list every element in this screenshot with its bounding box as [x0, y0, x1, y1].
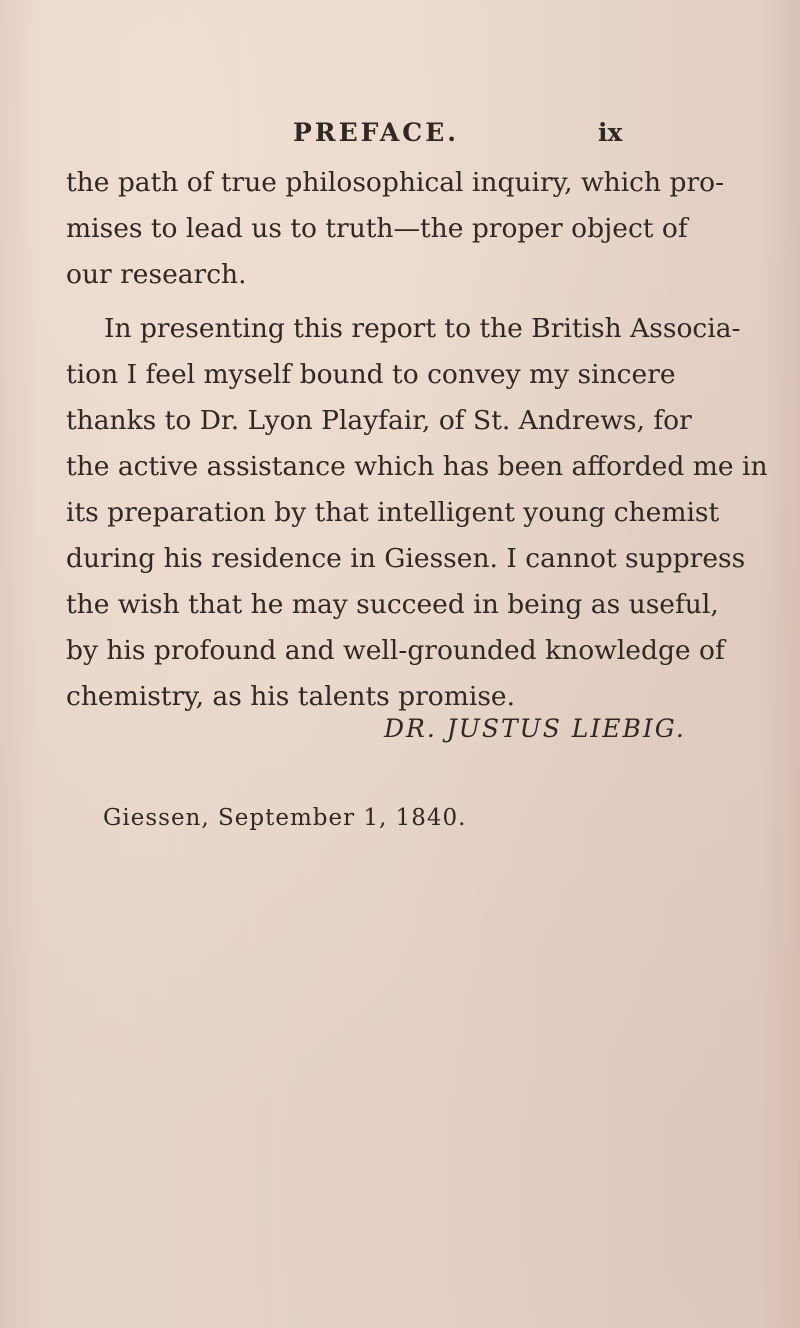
- running-head: [0, 118, 800, 158]
- text-line: our research.: [66, 259, 247, 290]
- paragraph-2: [66, 306, 768, 720]
- text-line: its preparation by that intelligent young chemist: [66, 497, 720, 528]
- text-line: during his residence in Giessen. I cannot suppress: [66, 543, 746, 574]
- dateline: Giessen, September 1, 1840.: [103, 805, 467, 831]
- text-line: In presenting this report to the British Associa-: [104, 313, 741, 344]
- page-number: ix: [598, 118, 623, 147]
- text-line: chemistry, as his talents promise.: [66, 681, 516, 712]
- text-line: mises to lead us to truth—the proper object of: [66, 213, 688, 244]
- author-signature: DR. JUSTUS LIEBIG.: [384, 714, 686, 743]
- text-line: by his profound and well-grounded knowledge of: [66, 635, 725, 666]
- paragraph-1: [66, 160, 725, 298]
- text-line: tion I feel myself bound to convey my sincere: [66, 359, 676, 390]
- text-line: the path of true philosophical inquiry, which pro-: [66, 167, 725, 198]
- running-title: PREFACE.: [293, 118, 459, 147]
- text-line: thanks to Dr. Lyon Playfair, of St. Andrews, for: [66, 405, 692, 436]
- text-line: the wish that he may succeed in being as useful,: [66, 589, 719, 620]
- text-line: the active assistance which has been afforded me in: [66, 451, 768, 482]
